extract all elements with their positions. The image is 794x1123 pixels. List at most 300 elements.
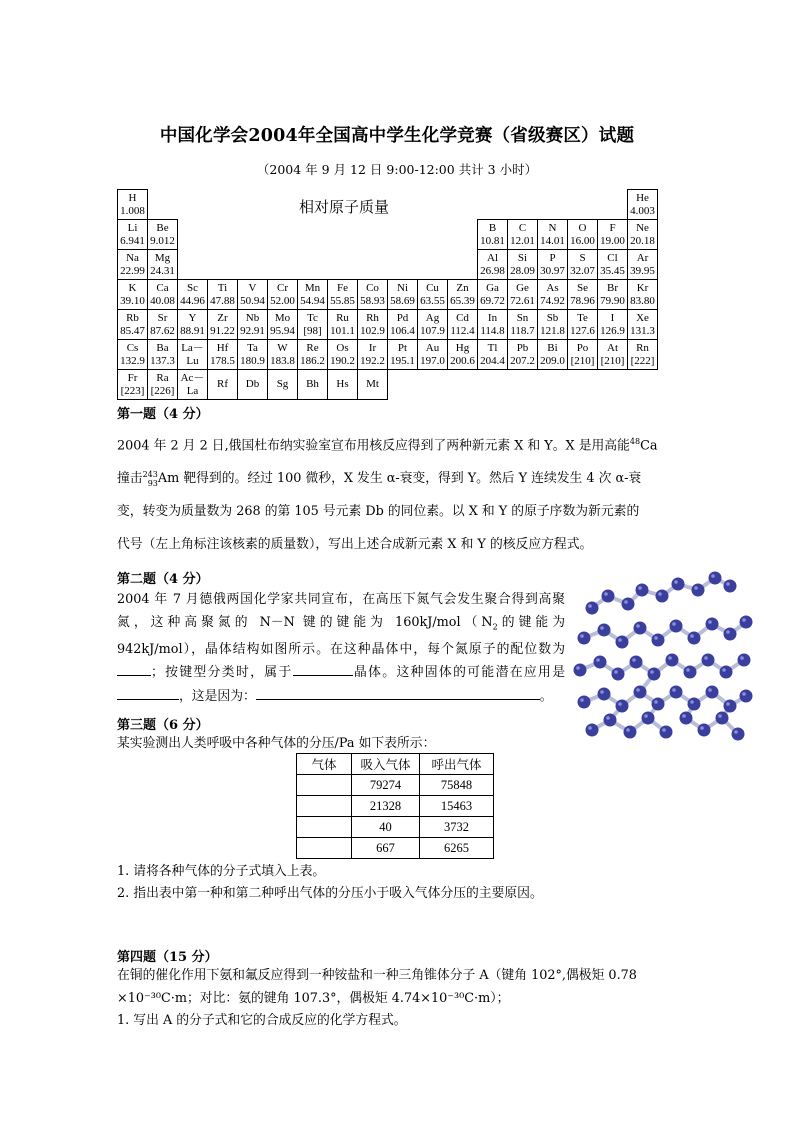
element-cell <box>118 310 148 340</box>
element-cell <box>538 220 568 250</box>
q1-line3: 变，转变为质量数为 268 的第 105 号元素 Db 的同位素。以 X 和 Y 的原子序数为新元素的 <box>117 504 640 520</box>
element-symbol: V <box>248 281 257 294</box>
element-mass: 26.98 <box>480 264 505 277</box>
element-symbol: Be <box>156 221 169 234</box>
atom-highlight <box>672 688 676 692</box>
element-mass: 52.00 <box>270 294 295 307</box>
atom-highlight <box>690 634 694 638</box>
atom-highlight <box>600 626 604 630</box>
element-mass: Lu <box>186 354 199 367</box>
header-gas: 气体 <box>297 754 352 775</box>
element-symbol: Hf <box>216 341 229 354</box>
element-symbol: Bh <box>306 378 319 390</box>
periodic-table <box>117 189 658 400</box>
element-cell <box>148 280 178 310</box>
nitrogen-atom <box>698 724 711 737</box>
element-symbol: La－ <box>181 341 204 354</box>
element-cell <box>268 370 298 400</box>
element-mass: 132.9 <box>120 354 145 367</box>
element-mass: [226] <box>150 384 175 397</box>
nitrogen-atom <box>706 686 719 699</box>
nitrogen-atom <box>652 634 665 647</box>
element-symbol: Se <box>577 281 588 294</box>
element-symbol: Mt <box>366 378 379 390</box>
element-cell <box>238 340 268 370</box>
atom-highlight <box>682 714 686 718</box>
application-blank[interactable] <box>117 685 179 700</box>
element-symbol: Sc <box>187 281 198 294</box>
element-symbol: Na <box>126 251 139 264</box>
element-symbol: F <box>609 221 616 234</box>
element-mass: 118.7 <box>510 324 535 337</box>
element-cell <box>508 250 538 280</box>
element-symbol: S <box>579 251 586 264</box>
element-mass: [222] <box>630 354 655 367</box>
nitrogen-atom <box>634 622 647 635</box>
element-cell <box>628 220 658 250</box>
atom-highlight <box>672 622 676 626</box>
element-cell <box>238 280 268 310</box>
element-cell <box>358 280 388 310</box>
element-cell <box>298 340 328 370</box>
element-mass: 137.3 <box>150 354 175 367</box>
periodic-row <box>118 220 658 250</box>
element-cell <box>568 280 598 310</box>
atom-highlight <box>636 688 640 692</box>
nitrogen-atom <box>688 698 701 711</box>
atom-highlight <box>644 714 648 718</box>
element-cell <box>148 310 178 340</box>
q2-body: 2004 年 7 月德俄两国化学家共同宣布，在高压下氮气会发生聚合得到高聚氮，这种高聚氮的 N－N 键的键能为 $160kJ/mol(N_2$的键能为 942kJ/mol），晶体结构如图所示。在这种晶体中，每个氮原子的配位数为；按键型分类时，属于 晶体。这种固体的可能潜在应用是，这是因为： 。 <box>117 592 566 704</box>
pressure-cell: 40 <box>352 817 420 838</box>
element-mass: 102.9 <box>360 324 385 337</box>
element-mass: 19.00 <box>600 234 625 247</box>
element-cell <box>238 310 268 340</box>
element-cell <box>118 370 148 400</box>
element-symbol: At <box>607 341 618 354</box>
element-cell <box>568 250 598 280</box>
element-mass: 95.94 <box>270 324 295 337</box>
atom-highlight <box>668 656 672 660</box>
nitrogen-atom <box>578 696 591 709</box>
atom-highlight <box>740 656 744 660</box>
atom-highlight <box>708 688 712 692</box>
element-mass: [210] <box>600 354 625 367</box>
element-symbol: Te <box>577 311 588 324</box>
element-symbol: Xe <box>636 311 649 324</box>
element-mass: 12.01 <box>510 234 535 247</box>
element-symbol: Cd <box>456 311 469 324</box>
atom-highlight <box>654 700 658 704</box>
element-mass: La <box>186 384 199 397</box>
atom-highlight <box>576 666 580 670</box>
nitrogen-crystal-structure-image <box>570 568 760 753</box>
nitrogen-atom <box>616 636 629 649</box>
element-cell <box>328 280 358 310</box>
element-cell <box>388 280 418 310</box>
element-cell <box>388 340 418 370</box>
element-symbol: As <box>546 281 559 294</box>
element-mass: 22.99 <box>120 264 145 277</box>
nitrogen-atom <box>598 624 611 637</box>
nitrogen-atom <box>670 686 683 699</box>
nitrogen-atom <box>624 726 637 739</box>
element-symbol: Pb <box>516 341 529 354</box>
atom-highlight <box>694 586 698 590</box>
element-symbol: Rf <box>217 378 228 390</box>
element-cell <box>598 340 628 370</box>
element-mass: 204.4 <box>480 354 505 367</box>
element-symbol: Sg <box>276 378 289 390</box>
element-cell <box>568 310 598 340</box>
pressure-cell: 79274 <box>352 775 420 796</box>
nitrogen-atom <box>672 578 685 591</box>
element-mass: 78.96 <box>570 294 595 307</box>
element-symbol: Rh <box>366 311 379 324</box>
nitrogen-atom <box>670 620 683 633</box>
nitrogen-atom <box>586 602 599 615</box>
nitrogen-atom <box>598 688 611 701</box>
header-inhaled: 吸入气体 <box>352 754 420 775</box>
element-mass: 87.62 <box>150 324 175 337</box>
element-symbol: Hs <box>336 378 349 390</box>
element-symbol: Os <box>336 341 349 354</box>
element-symbol: Ta <box>247 341 258 354</box>
nitrogen-atom <box>652 698 665 711</box>
element-mass: 24.31 <box>150 264 175 277</box>
element-symbol: Zn <box>456 281 469 294</box>
element-symbol: Rn <box>636 341 649 354</box>
element-mass: [210] <box>570 354 595 367</box>
element-cell <box>478 310 508 340</box>
element-symbol: Si <box>517 251 528 264</box>
element-mass: 83.80 <box>630 294 655 307</box>
element-mass: 39.10 <box>120 294 145 307</box>
pressure-cell: 667 <box>352 838 420 859</box>
nitrogen-atom <box>630 656 643 669</box>
element-symbol: Fr <box>127 371 138 384</box>
element-mass: 74.92 <box>540 294 565 307</box>
element-cell <box>178 340 208 370</box>
atom-highlight <box>726 630 730 634</box>
atom-highlight <box>614 670 618 674</box>
atom-highlight <box>674 580 678 584</box>
element-cell <box>148 220 178 250</box>
atom-highlight <box>638 586 642 590</box>
element-mass: 58.93 <box>360 294 385 307</box>
atom-highlight <box>632 658 636 662</box>
am-z: 93 <box>147 478 158 488</box>
element-mass: 180.9 <box>240 354 265 367</box>
element-symbol: Sn <box>516 311 529 324</box>
q1-body <box>117 425 677 561</box>
atom-highlight <box>711 574 715 578</box>
element-cell <box>568 220 598 250</box>
gas-formula-cell[interactable] <box>297 838 352 859</box>
element-mass: 30.97 <box>540 264 565 277</box>
gas-formula-cell[interactable] <box>297 775 352 796</box>
element-mass: 183.8 <box>270 354 295 367</box>
element-symbol: Ge <box>516 281 529 294</box>
ca-mass: 48 <box>629 437 641 446</box>
crystal-type-blank[interactable] <box>293 661 353 676</box>
atom-highlight <box>742 692 746 696</box>
q3-item2: 2. 指出表中第一种和第二种呼出气体的分压小于吸入气体分压的主要原因。 <box>117 886 543 901</box>
atom-highlight <box>588 726 592 730</box>
element-cell <box>598 250 628 280</box>
atom-highlight <box>654 636 658 640</box>
element-mass: 6.941 <box>120 234 145 247</box>
element-symbol: Kr <box>636 281 649 294</box>
element-symbol: Zr <box>217 311 228 324</box>
element-symbol: Y <box>188 311 197 324</box>
element-mass: 85.47 <box>120 324 145 337</box>
element-symbol: Mn <box>304 281 321 294</box>
element-symbol: Co <box>366 281 379 294</box>
element-symbol: O <box>578 221 587 234</box>
element-symbol: Tl <box>487 341 498 354</box>
element-mass: 20.18 <box>630 234 655 247</box>
element-cell <box>208 280 238 310</box>
element-symbol: Cl <box>607 251 618 264</box>
q4-line1: 在铜的催化作用下氨和氟反应得到一种铵盐和一种三角锥体分子 A（键角 102°,偶极矩 0.78 <box>117 968 637 983</box>
element-cell <box>418 340 448 370</box>
element-cell <box>538 310 568 340</box>
nitrogen-atom <box>612 668 625 681</box>
element-cell <box>538 250 568 280</box>
q1-line4: 代号（左上角标注该核素的质量数），写出上述合成新元素 X 和 Y 的核反应方程式。 <box>117 537 593 553</box>
element-mass: 195.1 <box>390 354 415 367</box>
atom-highlight <box>626 728 630 732</box>
element-mass: 50.94 <box>240 294 265 307</box>
element-symbol: Ir <box>368 341 377 354</box>
q1-heading: 第一题（4 分） <box>117 407 209 422</box>
element-cell <box>448 310 478 340</box>
element-mass: 55.85 <box>330 294 355 307</box>
element-symbol: Mo <box>274 311 291 324</box>
element-mass: 65.39 <box>450 294 475 307</box>
element-cell <box>568 340 598 370</box>
atom-highlight <box>588 604 592 608</box>
element-symbol: Sb <box>546 311 559 324</box>
element-symbol: Ar <box>636 251 649 264</box>
element-symbol: Ti <box>217 281 228 294</box>
element-cell <box>178 310 208 340</box>
table-header-row <box>297 754 494 775</box>
gas-pressure-table <box>296 753 494 859</box>
element-mass: 131.3 <box>630 324 655 337</box>
element-cell <box>628 340 658 370</box>
element-cell <box>508 280 538 310</box>
element-mass: 126.9 <box>600 324 625 337</box>
element-cell <box>628 280 658 310</box>
atom-highlight <box>618 702 622 706</box>
atom-highlight <box>704 656 708 660</box>
element-cell <box>148 370 178 400</box>
atom-highlight <box>742 618 746 622</box>
periodic-row <box>118 280 658 310</box>
element-symbol: H <box>128 191 137 204</box>
element-cell <box>118 190 148 220</box>
q3-item1: 1. 请将各种气体的分子式填入上表。 <box>117 864 326 879</box>
element-mass: [223] <box>120 384 145 397</box>
nitrogen-atom <box>578 632 591 645</box>
element-mass: 186.2 <box>300 354 325 367</box>
element-symbol: Pd <box>396 311 409 324</box>
element-symbol: Pt <box>397 341 408 354</box>
nitrogen-atom <box>688 632 701 645</box>
element-symbol: Ga <box>486 281 499 294</box>
element-symbol: Cr <box>277 281 288 294</box>
atom-highlight <box>658 592 662 596</box>
element-mass: 127.6 <box>570 324 595 337</box>
element-cell <box>208 340 238 370</box>
element-symbol: Ra <box>156 371 169 384</box>
element-cell <box>298 280 328 310</box>
pressure-cell: 6265 <box>420 838 494 859</box>
element-cell <box>208 370 238 400</box>
nitrogen-atom <box>622 598 635 611</box>
element-cell <box>358 370 388 400</box>
element-symbol: K <box>128 281 137 294</box>
element-cell <box>358 310 388 340</box>
element-cell <box>328 370 358 400</box>
element-cell <box>298 370 328 400</box>
element-cell <box>478 280 508 310</box>
element-mass: 79.90 <box>600 294 625 307</box>
nitrogen-atom <box>616 700 629 713</box>
q4-line2: ×10⁻³⁰C·m；对比：氨的键角 107.3°，偶极矩 4.74×10⁻³⁰C·m）； <box>117 991 510 1006</box>
periodic-row <box>118 310 658 340</box>
element-symbol: P <box>549 251 556 264</box>
reason-blank[interactable] <box>256 685 540 700</box>
element-symbol: Ru <box>336 311 349 324</box>
element-symbol: Ne <box>636 221 649 234</box>
atom-highlight <box>686 668 690 672</box>
element-mass: 35.45 <box>600 264 625 277</box>
element-cell <box>208 310 238 340</box>
atom-highlight <box>636 624 640 628</box>
element-symbol: C <box>518 221 527 234</box>
element-mass: 106.4 <box>390 324 415 337</box>
element-symbol: Au <box>425 341 440 354</box>
element-symbol: Cu <box>426 281 439 294</box>
pressure-cell: 3732 <box>420 817 494 838</box>
nitrogen-atom <box>684 666 697 679</box>
element-cell <box>328 310 358 340</box>
periodic-row <box>118 340 658 370</box>
element-cell <box>598 280 628 310</box>
element-cell <box>448 340 478 370</box>
element-cell <box>118 340 148 370</box>
atom-highlight <box>708 620 712 624</box>
periodic-table-caption: 相对原子质量 <box>299 198 390 216</box>
gas-formula-cell[interactable] <box>297 817 352 838</box>
element-cell <box>628 250 658 280</box>
atom-highlight <box>726 582 730 586</box>
q1-line2: 撞击243 93Am 靶得到的。经过 100 微秒，X 发生 α-衰变，得到 Y。然后 Y 连续发生 4 次 α-衰 <box>117 469 642 488</box>
element-symbol: Ca <box>156 281 169 294</box>
element-cell <box>118 220 148 250</box>
nitrogen-atom <box>738 654 751 667</box>
atom-highlight <box>580 698 584 702</box>
element-mass: 88.91 <box>180 324 205 337</box>
atom-highlight <box>690 700 694 704</box>
nitrogen-atom <box>732 728 745 741</box>
atom-highlight <box>618 638 622 642</box>
element-symbol: Nb <box>245 311 260 324</box>
nitrogen-atom <box>724 580 737 593</box>
element-symbol: W <box>277 341 288 354</box>
element-mass: 114.8 <box>480 324 505 337</box>
element-symbol: Mg <box>154 251 171 264</box>
element-mass: 28.09 <box>510 264 535 277</box>
element-cell <box>178 280 208 310</box>
nitrogen-atom <box>740 616 753 629</box>
atom-highlight <box>600 690 604 694</box>
element-cell <box>418 280 448 310</box>
element-symbol: B <box>488 221 497 234</box>
element-mass: 192.2 <box>360 354 385 367</box>
am-mass: 243 <box>142 469 158 479</box>
q4-item1: 1. 写出 A 的分子式和它的合成反应的化学方程式。 <box>117 1013 407 1028</box>
element-mass: 101.1 <box>330 324 355 337</box>
q3-intro: 某实验测出人类呼吸中各种气体的分压/Pa 如下表所示： <box>117 736 436 751</box>
element-cell <box>478 340 508 370</box>
nitrogen-atom <box>602 590 615 603</box>
element-cell <box>148 250 178 280</box>
element-symbol: Li <box>127 221 138 234</box>
coordination-blank[interactable] <box>117 661 151 676</box>
nitrogen-atom <box>716 712 729 725</box>
element-mass: 4.003 <box>630 204 655 217</box>
element-mass: 54.94 <box>300 294 325 307</box>
atom-highlight <box>596 658 600 662</box>
element-symbol: Db <box>245 378 260 390</box>
atom-highlight <box>604 592 608 596</box>
nitrogen-atom <box>648 668 661 681</box>
q3-heading: 第三题（6 分） <box>117 718 209 733</box>
atom-highlight <box>722 668 726 672</box>
nitrogen-atom <box>692 584 705 597</box>
element-cell <box>538 340 568 370</box>
element-symbol: Ni <box>397 281 408 294</box>
pressure-cell: 15463 <box>420 796 494 817</box>
element-mass: 178.5 <box>210 354 235 367</box>
atom-highlight <box>700 726 704 730</box>
element-cell <box>268 310 298 340</box>
nitrogen-atom <box>634 686 647 699</box>
element-cell <box>238 370 268 400</box>
element-mass: 92.91 <box>240 324 265 337</box>
element-cell <box>628 310 658 340</box>
atom-highlight <box>624 600 628 604</box>
element-symbol: Tc <box>307 311 318 324</box>
element-mass: 58.69 <box>390 294 415 307</box>
element-mass: 40.08 <box>150 294 175 307</box>
element-symbol: Al <box>487 251 498 264</box>
element-symbol: Hg <box>455 341 470 354</box>
periodic-row <box>118 370 658 400</box>
element-symbol: Ag <box>425 311 440 324</box>
atom-highlight <box>718 714 722 718</box>
element-mass: 9.012 <box>150 234 175 247</box>
gas-formula-cell[interactable] <box>297 796 352 817</box>
element-cell <box>628 190 658 220</box>
element-mass: 39.95 <box>630 264 655 277</box>
element-mass: [98] <box>303 324 322 337</box>
element-mass: 47.88 <box>210 294 235 307</box>
